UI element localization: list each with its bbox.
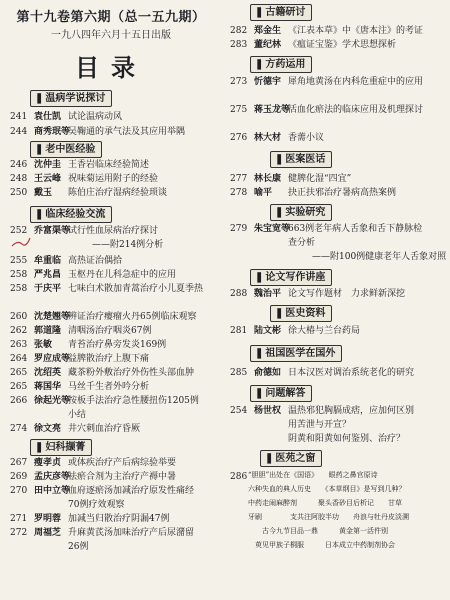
article-title: 高热证治偶拾 <box>68 256 123 266</box>
author: 陆文彬 <box>254 326 282 336</box>
page-number: 281 <box>230 326 248 336</box>
author: 罗应成等 <box>34 354 71 364</box>
section-marker-icon: ❚ <box>255 59 264 70</box>
article-title: 马丝千生者外吟分析 <box>68 382 150 392</box>
title-continuation: 70例疗效观察 <box>68 500 125 510</box>
misc-line[interactable]: “胆胆”出处在《国语》 眼药之鼻官原诗 <box>248 471 378 479</box>
page-number: 277 <box>230 174 248 184</box>
article-title: 王香岩临床经验简述 <box>68 160 150 170</box>
section-title: 临床经验交流 <box>45 209 106 220</box>
author: 沈楚翘等 <box>34 312 71 322</box>
toc-entry[interactable] <box>10 512 169 526</box>
article-title: 青苔治疗鼻旁发炎169例 <box>68 340 167 350</box>
page-number: 258 <box>10 284 28 294</box>
page-number: 282 <box>230 26 248 36</box>
misc-page-number: 286 <box>230 472 248 482</box>
toc-entry[interactable] <box>230 103 423 117</box>
article-title: 按板手法治疗急性腰扭伤1205例 <box>68 396 199 406</box>
page-number: 248 <box>10 174 28 184</box>
section-header <box>270 305 332 322</box>
author: 商秀珉等 <box>34 127 71 137</box>
section-title: 医案医话 <box>285 154 326 165</box>
author: 林大材 <box>254 133 282 143</box>
page-number: 275 <box>230 105 248 115</box>
article-title: 井穴刺血治疗昏厥 <box>68 424 141 434</box>
article-title: 《瘟证宝鉴》学术思想探析 <box>288 40 397 50</box>
publication-date: 一九八四年六月十五日出版 <box>51 30 171 41</box>
article-title: 辨证治疗瘿瘤火丹65例临床观察 <box>68 312 197 322</box>
page-number: 254 <box>230 406 248 416</box>
author: 牟重临 <box>34 256 62 266</box>
author: 张敏 <box>34 340 53 350</box>
misc-line[interactable]: 中药走闹麻醉剂 聚头香砂目后析记 甘草 <box>248 499 402 507</box>
misc-line[interactable]: 萸见甲族子桐服 日本成立中药制剂协会 <box>248 541 395 549</box>
section-marker-icon: ❚ <box>255 7 264 18</box>
toc-entry[interactable] <box>230 131 324 145</box>
author: 王云峰 <box>34 174 62 184</box>
author: 魏治平 <box>254 289 282 299</box>
toc-entry[interactable] <box>230 186 396 200</box>
article-title: 抉正扶邪治疗暑病高热案例 <box>288 188 397 198</box>
issue-heading: 第十九卷第六期（总一五九期） <box>16 10 206 25</box>
toc-entry[interactable] <box>10 125 185 139</box>
section-title: 老中医经验 <box>45 144 96 155</box>
section-header <box>30 90 112 107</box>
page-number: 252 <box>10 226 28 236</box>
author: 乔富渠等 <box>34 226 71 236</box>
page-number: 276 <box>230 133 248 143</box>
toc-entry[interactable] <box>10 526 194 540</box>
article-title: 加减当归散治疗阴漏47例 <box>68 514 170 524</box>
article-title: 健脾化湿“四宜” <box>288 174 352 184</box>
toc-entry[interactable] <box>10 470 176 484</box>
article-title: 犀角地黄汤在内科危重症中的应用 <box>288 77 424 87</box>
section-marker-icon: ❚ <box>255 348 264 359</box>
page-number: 270 <box>10 486 28 496</box>
author: 沈仲圭 <box>34 160 62 170</box>
article-title: 论文写作题材 力求鲜新深挖 <box>288 289 406 299</box>
section-header <box>250 345 342 362</box>
toc-entry[interactable] <box>230 287 405 301</box>
section-title: 妇科撷菁 <box>45 442 86 453</box>
toc-entry[interactable] <box>10 352 149 366</box>
section-header <box>260 450 322 467</box>
page-number: 246 <box>10 160 28 170</box>
author: 董纪林 <box>254 40 282 50</box>
misc-line[interactable]: 六种失血的典人历史 《本草纲目》是写到几种？ <box>248 485 406 493</box>
article-title: 试行性血尿病治疗探讨 <box>68 226 159 236</box>
page-number: 263 <box>10 340 28 350</box>
author: 林长康 <box>254 174 282 184</box>
page-number: 288 <box>230 289 248 299</box>
article-title: 祝味菊运用附子的经验 <box>68 174 159 184</box>
article-title: 益脾散治疗上腹下痛 <box>68 354 150 364</box>
section-header <box>270 151 332 168</box>
toc-entry[interactable] <box>10 268 176 282</box>
section-marker-icon: ❚ <box>275 308 284 319</box>
page-number: 283 <box>230 40 248 50</box>
author: 罗明蓉 <box>34 514 62 524</box>
toc-entry[interactable] <box>10 186 167 200</box>
article-title: 试论温病动风 <box>68 112 123 122</box>
author: 袁仕凯 <box>34 112 62 122</box>
page-number: 285 <box>230 368 248 378</box>
page-number: 269 <box>10 472 28 482</box>
toc-entry[interactable] <box>10 324 151 338</box>
article-title: 七味白术散加青蒿治疗小儿夏季热 <box>68 284 204 294</box>
title-continuation: 小结 <box>68 410 87 420</box>
toc-entry[interactable] <box>10 366 194 380</box>
page-title: 目录 <box>75 53 147 82</box>
title-continuation: 26例 <box>68 542 89 552</box>
section-title: 实验研究 <box>285 207 326 218</box>
page-number: 273 <box>230 77 248 87</box>
author: 喻平 <box>254 188 273 198</box>
section-marker-icon: ❚ <box>35 93 44 104</box>
toc-entry[interactable] <box>230 222 422 236</box>
toc-entry[interactable] <box>10 338 166 352</box>
title-continuation: ——附214例分析 <box>92 240 164 250</box>
toc-entry[interactable] <box>10 158 149 172</box>
page-number: 260 <box>10 312 28 322</box>
article-title: 徐大椿与兰台药局 <box>288 326 361 336</box>
page-number: 265 <box>10 382 28 392</box>
section-marker-icon: ❚ <box>35 442 44 453</box>
page-number: 250 <box>10 188 28 198</box>
section-title: 方药运用 <box>265 59 306 70</box>
article-title: 陈伯庄治疗湿病经验琐谈 <box>68 188 168 198</box>
article-title: 祛瘀合剂为主治疗产褥中暑 <box>68 472 177 482</box>
toc-entry[interactable] <box>10 484 194 498</box>
section-header <box>270 204 332 221</box>
page-number: 265 <box>10 368 28 378</box>
page-number: 241 <box>10 112 28 122</box>
page-number: 274 <box>10 424 28 434</box>
page-number: 255 <box>10 256 28 266</box>
title-continuation: ——附100例健康老年人舌象对照 <box>312 252 447 262</box>
author: 沈绍英 <box>34 368 62 378</box>
section-title: 祖国医学在国外 <box>265 348 336 359</box>
toc-entry[interactable] <box>10 394 199 408</box>
page-number: 258 <box>10 270 28 280</box>
toc-entry[interactable] <box>230 75 423 89</box>
section-title: 古籍研讨 <box>265 7 306 18</box>
page-number: 244 <box>10 127 28 137</box>
author: 戴玉 <box>34 188 53 198</box>
toc-entry[interactable] <box>230 38 396 52</box>
author: 徐文亮 <box>34 424 62 434</box>
section-header <box>250 56 312 73</box>
toc-entry[interactable] <box>10 224 158 238</box>
article-title: 日本汉医对调治系统老化的研究 <box>288 368 415 378</box>
section-header <box>250 385 312 402</box>
author: 郑金生 <box>254 26 282 36</box>
section-marker-icon: ❚ <box>35 144 44 155</box>
page-number: 262 <box>10 326 28 336</box>
toc-entry[interactable] <box>230 324 360 338</box>
section-header <box>250 4 312 21</box>
page-number: 278 <box>230 188 248 198</box>
section-marker-icon: ❚ <box>255 272 264 283</box>
section-title: 论文写作讲座 <box>265 272 326 283</box>
toc-entry[interactable] <box>10 456 176 470</box>
section-marker-icon: ❚ <box>275 207 284 218</box>
section-title: 医史资料 <box>285 308 326 319</box>
article-title: 663例老年病人舌象和舌下静脉检 <box>288 224 423 234</box>
toc-entry[interactable] <box>230 404 414 418</box>
author: 杨世权 <box>254 406 282 416</box>
author: 孟庆彦等 <box>34 472 71 482</box>
page-number: 264 <box>10 354 28 364</box>
section-title: 医苑之窗 <box>275 453 316 464</box>
article-title: 升麻黄芪汤加味治疗产后尿潴留 <box>68 528 195 538</box>
article-title: 清咽汤治疗咽炎67例 <box>68 326 152 336</box>
misc-line[interactable]: 牙刷 支共注阿胶半功 舟浪与牡丹皮淡溯 <box>248 513 409 521</box>
article-title: 血府逐瘀汤加减治疗原发性痛经 <box>68 486 195 496</box>
section-title: 温病学说探讨 <box>45 93 106 104</box>
title-continuation: 阴黄和阳黄如何鉴别、治疗？ <box>288 434 406 444</box>
toc-entry[interactable] <box>230 366 414 380</box>
title-continuation: 用苦泄与开宣？ <box>288 420 352 430</box>
toc-entry[interactable] <box>10 110 122 124</box>
toc-entry[interactable] <box>10 310 196 324</box>
title-continuation: 查分析 <box>288 238 316 248</box>
author: 郭道隆 <box>34 326 62 336</box>
page-number: 271 <box>10 514 28 524</box>
article-title: 吴鞠通的承气法及其应用举隅 <box>68 127 186 137</box>
toc-entry[interactable] <box>10 422 140 436</box>
author: 蒋国华 <box>34 382 62 392</box>
article-title: 活血化瘀法的临床应用及机理探讨 <box>288 105 424 115</box>
handwritten-pen-mark <box>10 234 32 252</box>
author: 于庆平 <box>34 284 62 294</box>
section-title: 问题解答 <box>265 388 306 399</box>
toc-entry[interactable] <box>230 172 351 186</box>
section-header <box>30 439 92 456</box>
article-title: 《江表本草》中《唐本注》的考证 <box>288 26 424 36</box>
misc-line[interactable]: 古今九节目品一鼎 黄金第一活件别 <box>248 527 388 535</box>
author: 周福芝 <box>34 528 62 538</box>
section-marker-icon: ❚ <box>255 388 264 399</box>
author: 田中立等 <box>34 486 71 496</box>
toc-entry[interactable] <box>10 254 122 268</box>
section-header <box>250 269 332 286</box>
toc-entry[interactable] <box>10 172 158 186</box>
author: 徐起光等 <box>34 396 71 406</box>
toc-entry[interactable] <box>10 282 203 296</box>
section-header <box>30 206 112 223</box>
article-title: 香薷小议 <box>288 133 325 143</box>
article-title: 温热邪犯胸膈成痞，应加何区别 <box>288 406 415 416</box>
toc-entry[interactable] <box>10 380 149 394</box>
toc-entry[interactable] <box>230 24 423 38</box>
page-number: 267 <box>10 458 28 468</box>
author: 严兆昌 <box>34 270 62 280</box>
page-number: 266 <box>10 396 28 406</box>
section-marker-icon: ❚ <box>35 209 44 220</box>
author: 瘦孝贞 <box>34 458 62 468</box>
author: 忻德宇 <box>254 77 282 87</box>
page-number: 279 <box>230 224 248 234</box>
author: 朱宝宽等 <box>254 224 291 234</box>
article-title: 藏茶粉外敷治疗外伤性头部血肿 <box>68 368 195 378</box>
page-number: 272 <box>10 528 28 538</box>
article-title: 玉枢丹在儿科急症中的应用 <box>68 270 177 280</box>
section-header <box>30 141 102 158</box>
author: 俞德如 <box>254 368 282 378</box>
section-marker-icon: ❚ <box>275 154 284 165</box>
section-marker-icon: ❚ <box>265 453 274 464</box>
article-title: 或体疾治疗产后病综验举要 <box>68 458 177 468</box>
author: 蒋玉龙等 <box>254 105 291 115</box>
